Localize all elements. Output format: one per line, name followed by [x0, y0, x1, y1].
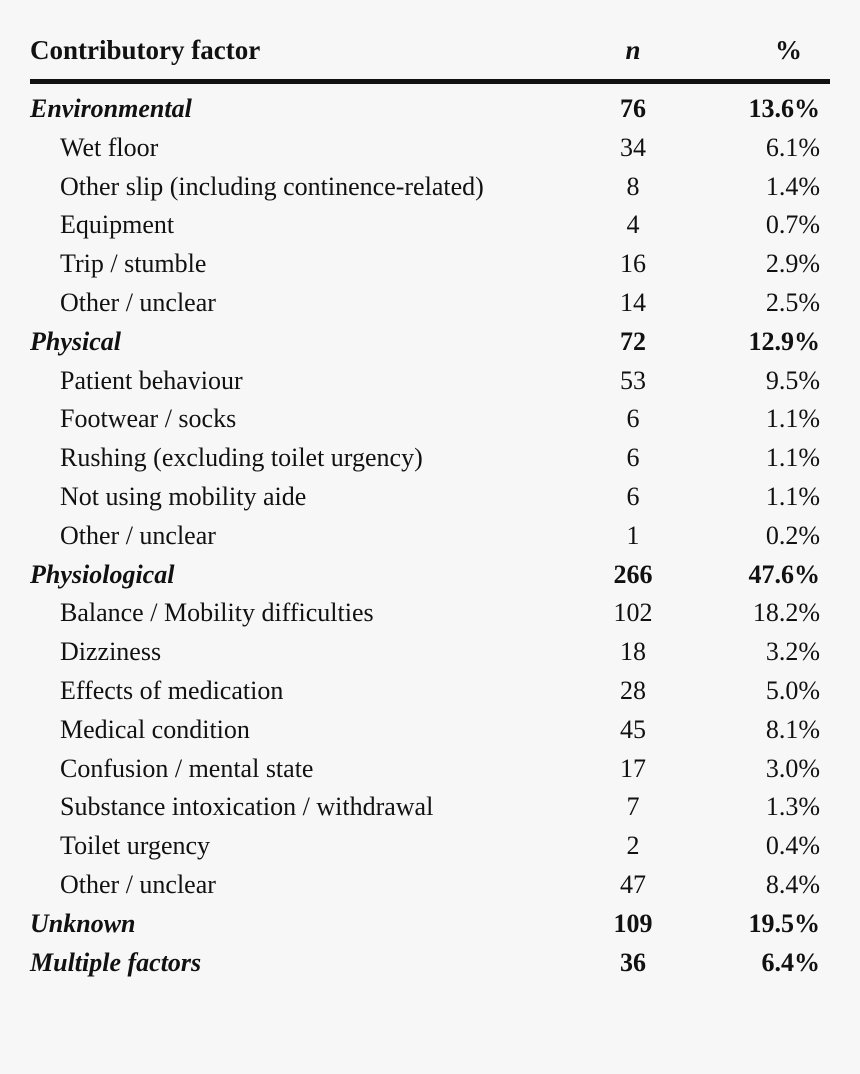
table-row [30, 633, 830, 672]
percent-value: 1.4% [765, 171, 820, 201]
header-factor: Contributory factor [30, 35, 261, 65]
percent-value: 6.1% [765, 132, 820, 162]
table-row [30, 711, 830, 750]
count-value: 6 [626, 443, 640, 473]
table-row [30, 362, 830, 401]
factor-label: Patient behaviour [60, 365, 243, 395]
factor-label: Other / unclear [60, 520, 216, 550]
percent-value: 0.4% [765, 831, 820, 861]
percent-value: 9.5% [765, 365, 820, 395]
count-value: 76 [620, 94, 646, 123]
factor-label: Other / unclear [60, 869, 216, 899]
count-value: 2 [626, 831, 640, 861]
table-header [30, 27, 830, 79]
count-value: 72 [620, 326, 646, 356]
count-value: 16 [620, 249, 646, 279]
table-row [30, 478, 830, 517]
percent-value: 2.9% [765, 249, 820, 279]
count-value: 36 [620, 947, 646, 977]
percent-value: 12.9% [748, 326, 820, 356]
table-row [30, 866, 830, 905]
count-value: 34 [620, 132, 646, 162]
factor-label: Multiple factors [30, 947, 202, 977]
count-value: 47 [620, 869, 646, 899]
count-value: 4 [626, 210, 640, 240]
factor-label: Dizziness [60, 637, 162, 667]
category-row [30, 556, 830, 595]
count-value: 102 [613, 598, 653, 628]
factor-label: Footwear / socks [60, 404, 237, 434]
factor-label: Other slip (including continence-related) [60, 171, 484, 201]
table-row [30, 672, 830, 711]
count-value: 14 [620, 287, 646, 317]
percent-value: 8.4% [765, 869, 820, 899]
table-row [30, 788, 830, 827]
count-value: 17 [620, 753, 646, 783]
percent-value: 1.1% [765, 443, 820, 473]
percent-value: 5.0% [765, 675, 820, 705]
table-row [30, 750, 830, 789]
factor-label: Confusion / mental state [60, 753, 314, 783]
table-row [30, 594, 830, 633]
count-value: 1 [626, 520, 640, 550]
factor-label: Unknown [30, 908, 136, 938]
percent-value: 2.5% [765, 287, 820, 317]
category-row [30, 323, 830, 362]
category-row [30, 944, 830, 983]
factor-label: Not using mobility aide [60, 481, 307, 511]
percent-value: 1.1% [765, 481, 820, 511]
count-value: 6 [626, 481, 640, 511]
percent-value: 13.6% [748, 94, 820, 123]
factor-label: Toilet urgency [60, 831, 211, 861]
count-value: 7 [626, 792, 640, 822]
contributory-factor-table [30, 27, 830, 982]
percent-value: 1.1% [765, 404, 820, 434]
count-value: 266 [613, 559, 653, 589]
count-value: 8 [626, 171, 640, 201]
table-row [30, 400, 830, 439]
percent-value: 0.7% [765, 210, 820, 240]
table-row [30, 284, 830, 323]
factor-label: Substance intoxication / withdrawal [60, 792, 434, 822]
factor-label: Balance / Mobility difficulties [60, 598, 374, 628]
table-row [30, 245, 830, 284]
percent-value: 47.6% [748, 559, 820, 589]
table-body [30, 84, 830, 982]
category-row [30, 90, 830, 129]
table-row [30, 439, 830, 478]
percent-value: 8.1% [765, 714, 820, 744]
factor-label: Trip / stumble [60, 249, 207, 279]
count-value: 6 [626, 404, 640, 434]
factor-label: Physical [30, 326, 121, 356]
table-row [30, 129, 830, 168]
factor-label: Effects of medication [60, 675, 284, 705]
table-row [30, 168, 830, 207]
header-percent: % [775, 35, 802, 65]
factor-label: Rushing (excluding toilet urgency) [60, 443, 423, 473]
table-row [30, 206, 830, 245]
percent-value: 0.2% [765, 520, 820, 550]
count-value: 18 [620, 637, 646, 667]
factor-label: Medical condition [60, 714, 250, 744]
table-row [30, 827, 830, 866]
percent-value: 18.2% [752, 598, 820, 628]
count-value: 53 [620, 365, 646, 395]
percent-value: 3.0% [765, 753, 820, 783]
count-value: 28 [620, 675, 646, 705]
count-value: 109 [613, 908, 653, 938]
factor-label: Equipment [60, 210, 175, 240]
table-row [30, 517, 830, 556]
category-row [30, 905, 830, 944]
percent-value: 1.3% [765, 792, 820, 822]
percent-value: 19.5% [748, 908, 820, 938]
percent-value: 6.4% [761, 947, 820, 977]
factor-label: Environmental [30, 94, 192, 123]
header-n: n [625, 35, 641, 65]
count-value: 45 [620, 714, 646, 744]
factor-label: Other / unclear [60, 287, 216, 317]
percent-value: 3.2% [765, 637, 820, 667]
factor-label: Physiological [30, 559, 175, 589]
factor-label: Wet floor [60, 132, 159, 162]
